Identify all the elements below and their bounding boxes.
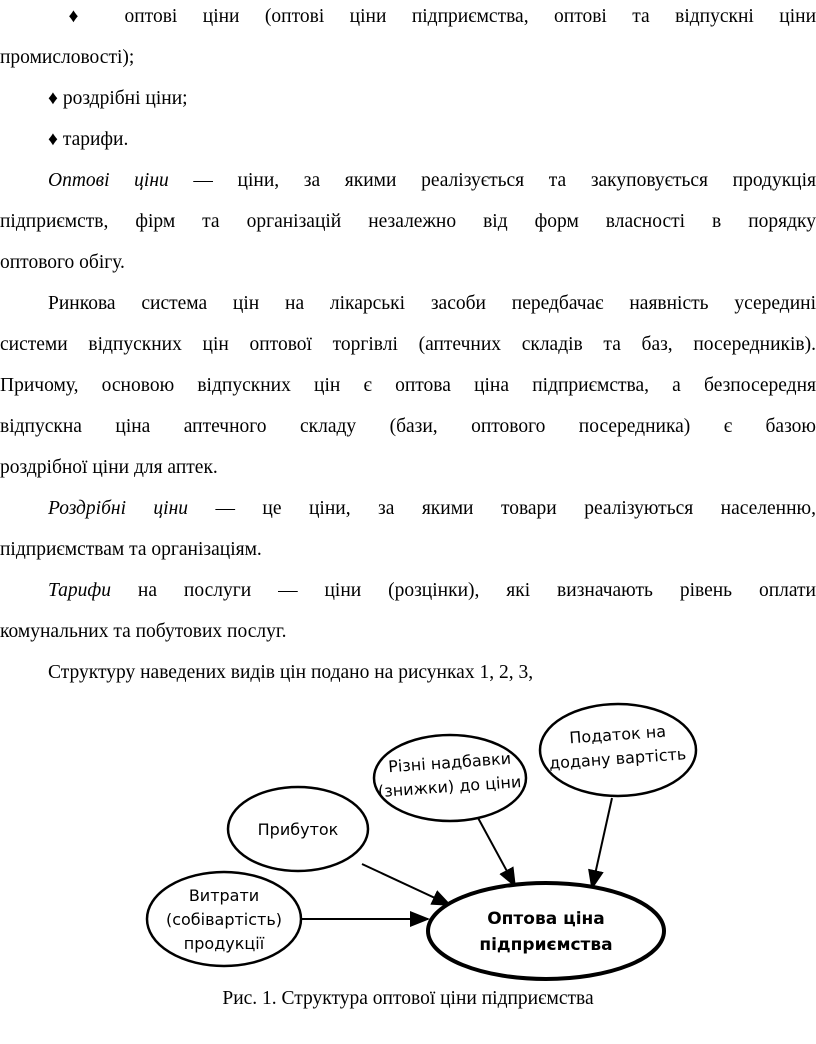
- node-costs-line1: Витрати: [188, 886, 260, 905]
- node-center-line1: Оптова ціна: [487, 909, 605, 929]
- node-vat-line1: Податок на: [568, 721, 667, 748]
- def-wholesale-rest: — ціни, за якими реалізується та закуповується продукція: [168, 170, 816, 191]
- node-costs-line3: продукції: [183, 934, 265, 953]
- bullet-wholesale-text: ♦ оптові ціни (оптові ціни підприємства, оптові та відпускні ціни: [48, 6, 816, 27]
- node-costs-line2: (собівартість): [165, 910, 283, 929]
- def-tariffs-line2: комунальних та побутових послуг.: [0, 621, 287, 642]
- bullet-tariffs-text: ♦ тарифи.: [48, 129, 129, 150]
- def-wholesale-line3: оптового обігу.: [0, 252, 125, 273]
- structure-line-text: Структуру наведених видів цін подано на рисунках 1, 2, 3,: [48, 662, 534, 683]
- market-line1: [0, 283, 816, 324]
- def-retail-term: Роздрібні ціни: [48, 498, 189, 519]
- def-retail-rest: — це ціни, за якими товари реалізуються населенню,: [188, 498, 816, 519]
- market-line1-text: Ринкова система цін на лікарські засоби передбачає наявність усередині: [48, 293, 816, 314]
- bullet-tariffs: [0, 119, 816, 160]
- bullet-retail: [0, 78, 816, 119]
- arrow-profit-to-center: [362, 864, 450, 905]
- market-line3: Причому, основою відпускних цін є оптова ціна підприємства, а безпосередня: [0, 375, 816, 396]
- bullet-wholesale-line2: промисловості);: [0, 47, 135, 68]
- def-retail-line2: підприємствам та організаціям.: [0, 539, 262, 560]
- market-line4: відпускна ціна аптечного складу (бази, оптового посередника) є базою: [0, 416, 816, 437]
- def-retail-line1: [0, 488, 816, 529]
- def-tariffs-line1: [0, 570, 816, 611]
- node-markups-line2: (знижки) до ціни: [377, 772, 522, 801]
- def-wholesale-line1: [0, 160, 816, 201]
- bullet-wholesale-line1: [0, 0, 816, 37]
- node-center-line2: підприємства: [479, 935, 613, 955]
- def-tariffs-rest: на послуги — ціни (розцінки), які визначають рівень оплати: [111, 580, 816, 601]
- def-wholesale-line2: підприємств, фірм та організацій незалежно від форм власності в порядку: [0, 211, 816, 232]
- arrow-markups-to-center: [477, 816, 515, 886]
- market-line5: роздрібної ціни для аптек.: [0, 457, 218, 478]
- arrow-vat-to-center: [592, 798, 612, 888]
- def-wholesale-term: Оптові ціни: [48, 170, 169, 191]
- node-vat-line2: додану вартість: [548, 744, 687, 773]
- node-wholesale-price: [428, 883, 664, 979]
- price-structure-diagram: [140, 696, 700, 988]
- structure-line: [0, 652, 816, 693]
- def-tariffs-term: Тарифи: [48, 580, 111, 601]
- node-profit-line1: Прибуток: [257, 820, 339, 839]
- node-markups-line1: Різні надбавки: [387, 748, 512, 777]
- figure-caption: Рис. 1. Структура оптової ціни підприємства: [222, 988, 594, 1009]
- bullet-retail-text: ♦ роздрібні ціни;: [48, 88, 188, 109]
- market-line2: системи відпускних цін оптової торгівлі (аптечних складів та баз, посередників).: [0, 334, 816, 355]
